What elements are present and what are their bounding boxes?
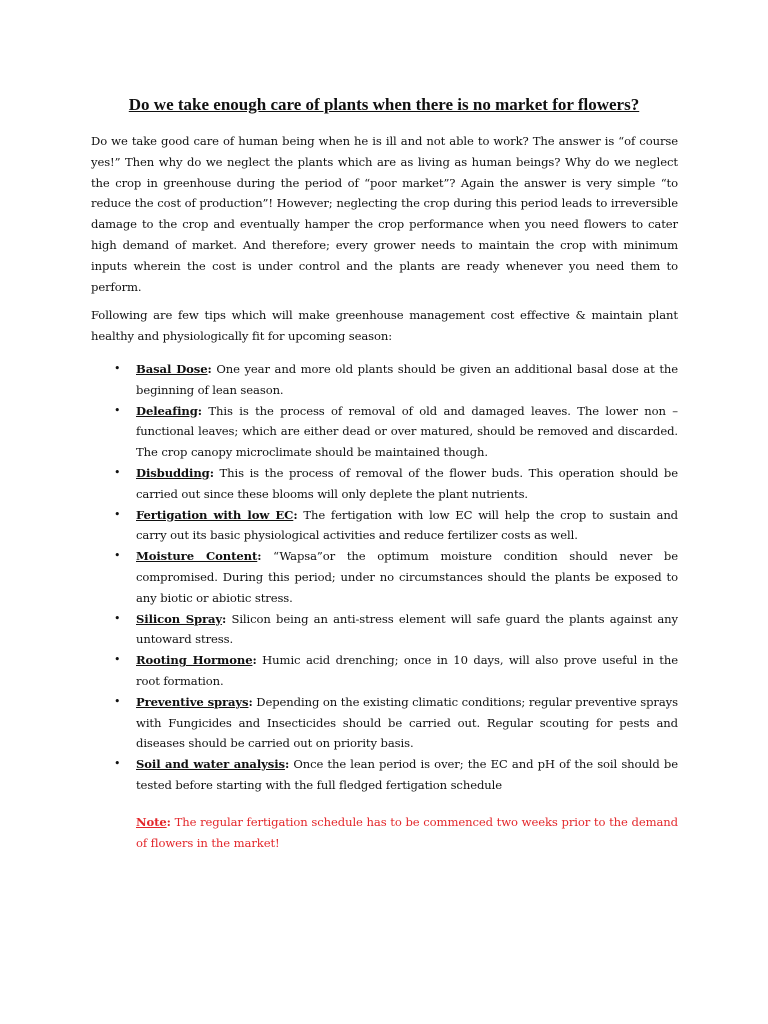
tip-separator: : — [293, 507, 298, 522]
bullet-icon: • — [114, 362, 121, 375]
list-item — [114, 650, 678, 692]
tip-separator: : — [207, 362, 212, 376]
tip-separator: : — [209, 465, 214, 480]
note-text: The regular fertigation schedule has to be commenced two weeks prior to the demand of flowers in the market! — [136, 815, 678, 850]
tip-term: Silicon Spray — [136, 611, 223, 626]
tip-text: This is the process of removal of old and damaged leaves. The lower non – functional leaves; which are either dead or over matured, should be removed and discarded. The crop canopy microclimate should be maintained though. — [136, 403, 678, 460]
list-item — [114, 505, 679, 547]
bullet-icon: • — [114, 694, 121, 708]
list-item — [114, 463, 678, 505]
tip-term: Preventive sprays — [136, 694, 249, 709]
tip-text: Silicon being an anti-stress element will safe guard the plants against any untoward stress. — [136, 611, 678, 647]
tip-text: Once the lean period is over; the EC and pH of the soil should be tested before starting with the full fledged fertigation schedule — [136, 757, 678, 792]
tip-separator: : — [252, 653, 257, 668]
list-item — [114, 401, 678, 463]
tip-separator: : — [284, 757, 290, 772]
bullet-icon: • — [114, 465, 121, 479]
page-title: Do we take enough care of plants when there is no market for flowers? — [128, 95, 640, 114]
tip-separator: : — [197, 403, 202, 418]
bullet-icon: • — [114, 549, 121, 563]
bullet-icon: • — [114, 403, 121, 417]
intro-paragraph: Do we take good care of human being when he is ill and not able to work? The answer is “of course yes!” Then why do we neglect the plants which are as living as human beings? Why do we neglect the crop in greenhouse during the period of “poor market”? Again the answer is very simple “to reduce the cost of production”! However; neglecting the crop during this period leads to irreversible damage to the crop and eventually hamper the crop performance when you need flowers to cater high demand of market. And therefore; every grower needs to maintain the crop with minimum inputs wherein the cost is under control and the plants are ready whenever you need them to perform. — [91, 134, 678, 294]
tip-text: The fertigation with low EC will help the crop to sustain and carry out its basic physiological activities and reduce fertilizer costs as well. — [136, 507, 679, 543]
tip-text: One year and more old plants should be given an additional basal dose at the beginning of lean season. — [136, 362, 679, 397]
tip-term: Disbudding — [136, 465, 210, 480]
bullet-icon: • — [114, 507, 121, 521]
tip-term: Soil and water analysis — [136, 757, 285, 772]
bullet-icon: • — [114, 757, 121, 771]
list-item — [114, 546, 679, 608]
list-item — [114, 359, 679, 401]
tip-text: This is the process of removal of the flower buds. This operation should be carried out since these blooms will only deplete the plant nutrients. — [136, 465, 678, 501]
tip-term: Rooting Hormone — [136, 653, 253, 668]
list-item — [114, 754, 678, 796]
note-label: Note — [136, 815, 167, 829]
list-item — [114, 609, 678, 651]
tip-term: Fertigation with low EC — [136, 507, 294, 522]
tips-list — [114, 359, 679, 796]
tip-separator: : — [257, 549, 262, 564]
tip-separator: : — [248, 694, 253, 709]
note-separator: : — [166, 815, 171, 829]
bullet-icon: • — [114, 611, 121, 625]
list-item — [114, 692, 678, 754]
bullet-icon: • — [114, 653, 121, 667]
tip-term: Basal Dose — [136, 362, 208, 376]
tip-term: Deleafing — [136, 403, 198, 418]
tip-term: Moisture Content — [136, 549, 258, 564]
note-paragraph — [136, 812, 678, 854]
tip-separator: : — [222, 611, 227, 626]
tips-intro-paragraph: Following are few tips which will make greenhouse management cost effective & maintain plant healthy and physiologically fit for upcoming season: — [91, 308, 678, 343]
tip-text: Depending on the existing climatic conditions; regular preventive sprays with Fungicides and Insecticides should be carried out. Regular scouting for pests and diseases should be carried out on priority basis. — [136, 694, 678, 751]
tip-text: “Wapsa”or the optimum moisture condition should never be compromised. During this period; under no circumstances should the plants be exposed to any biotic or abiotic stress. — [136, 549, 679, 605]
tip-text: Humic acid drenching; once in 10 days, will also prove useful in the root formation. — [136, 653, 678, 688]
